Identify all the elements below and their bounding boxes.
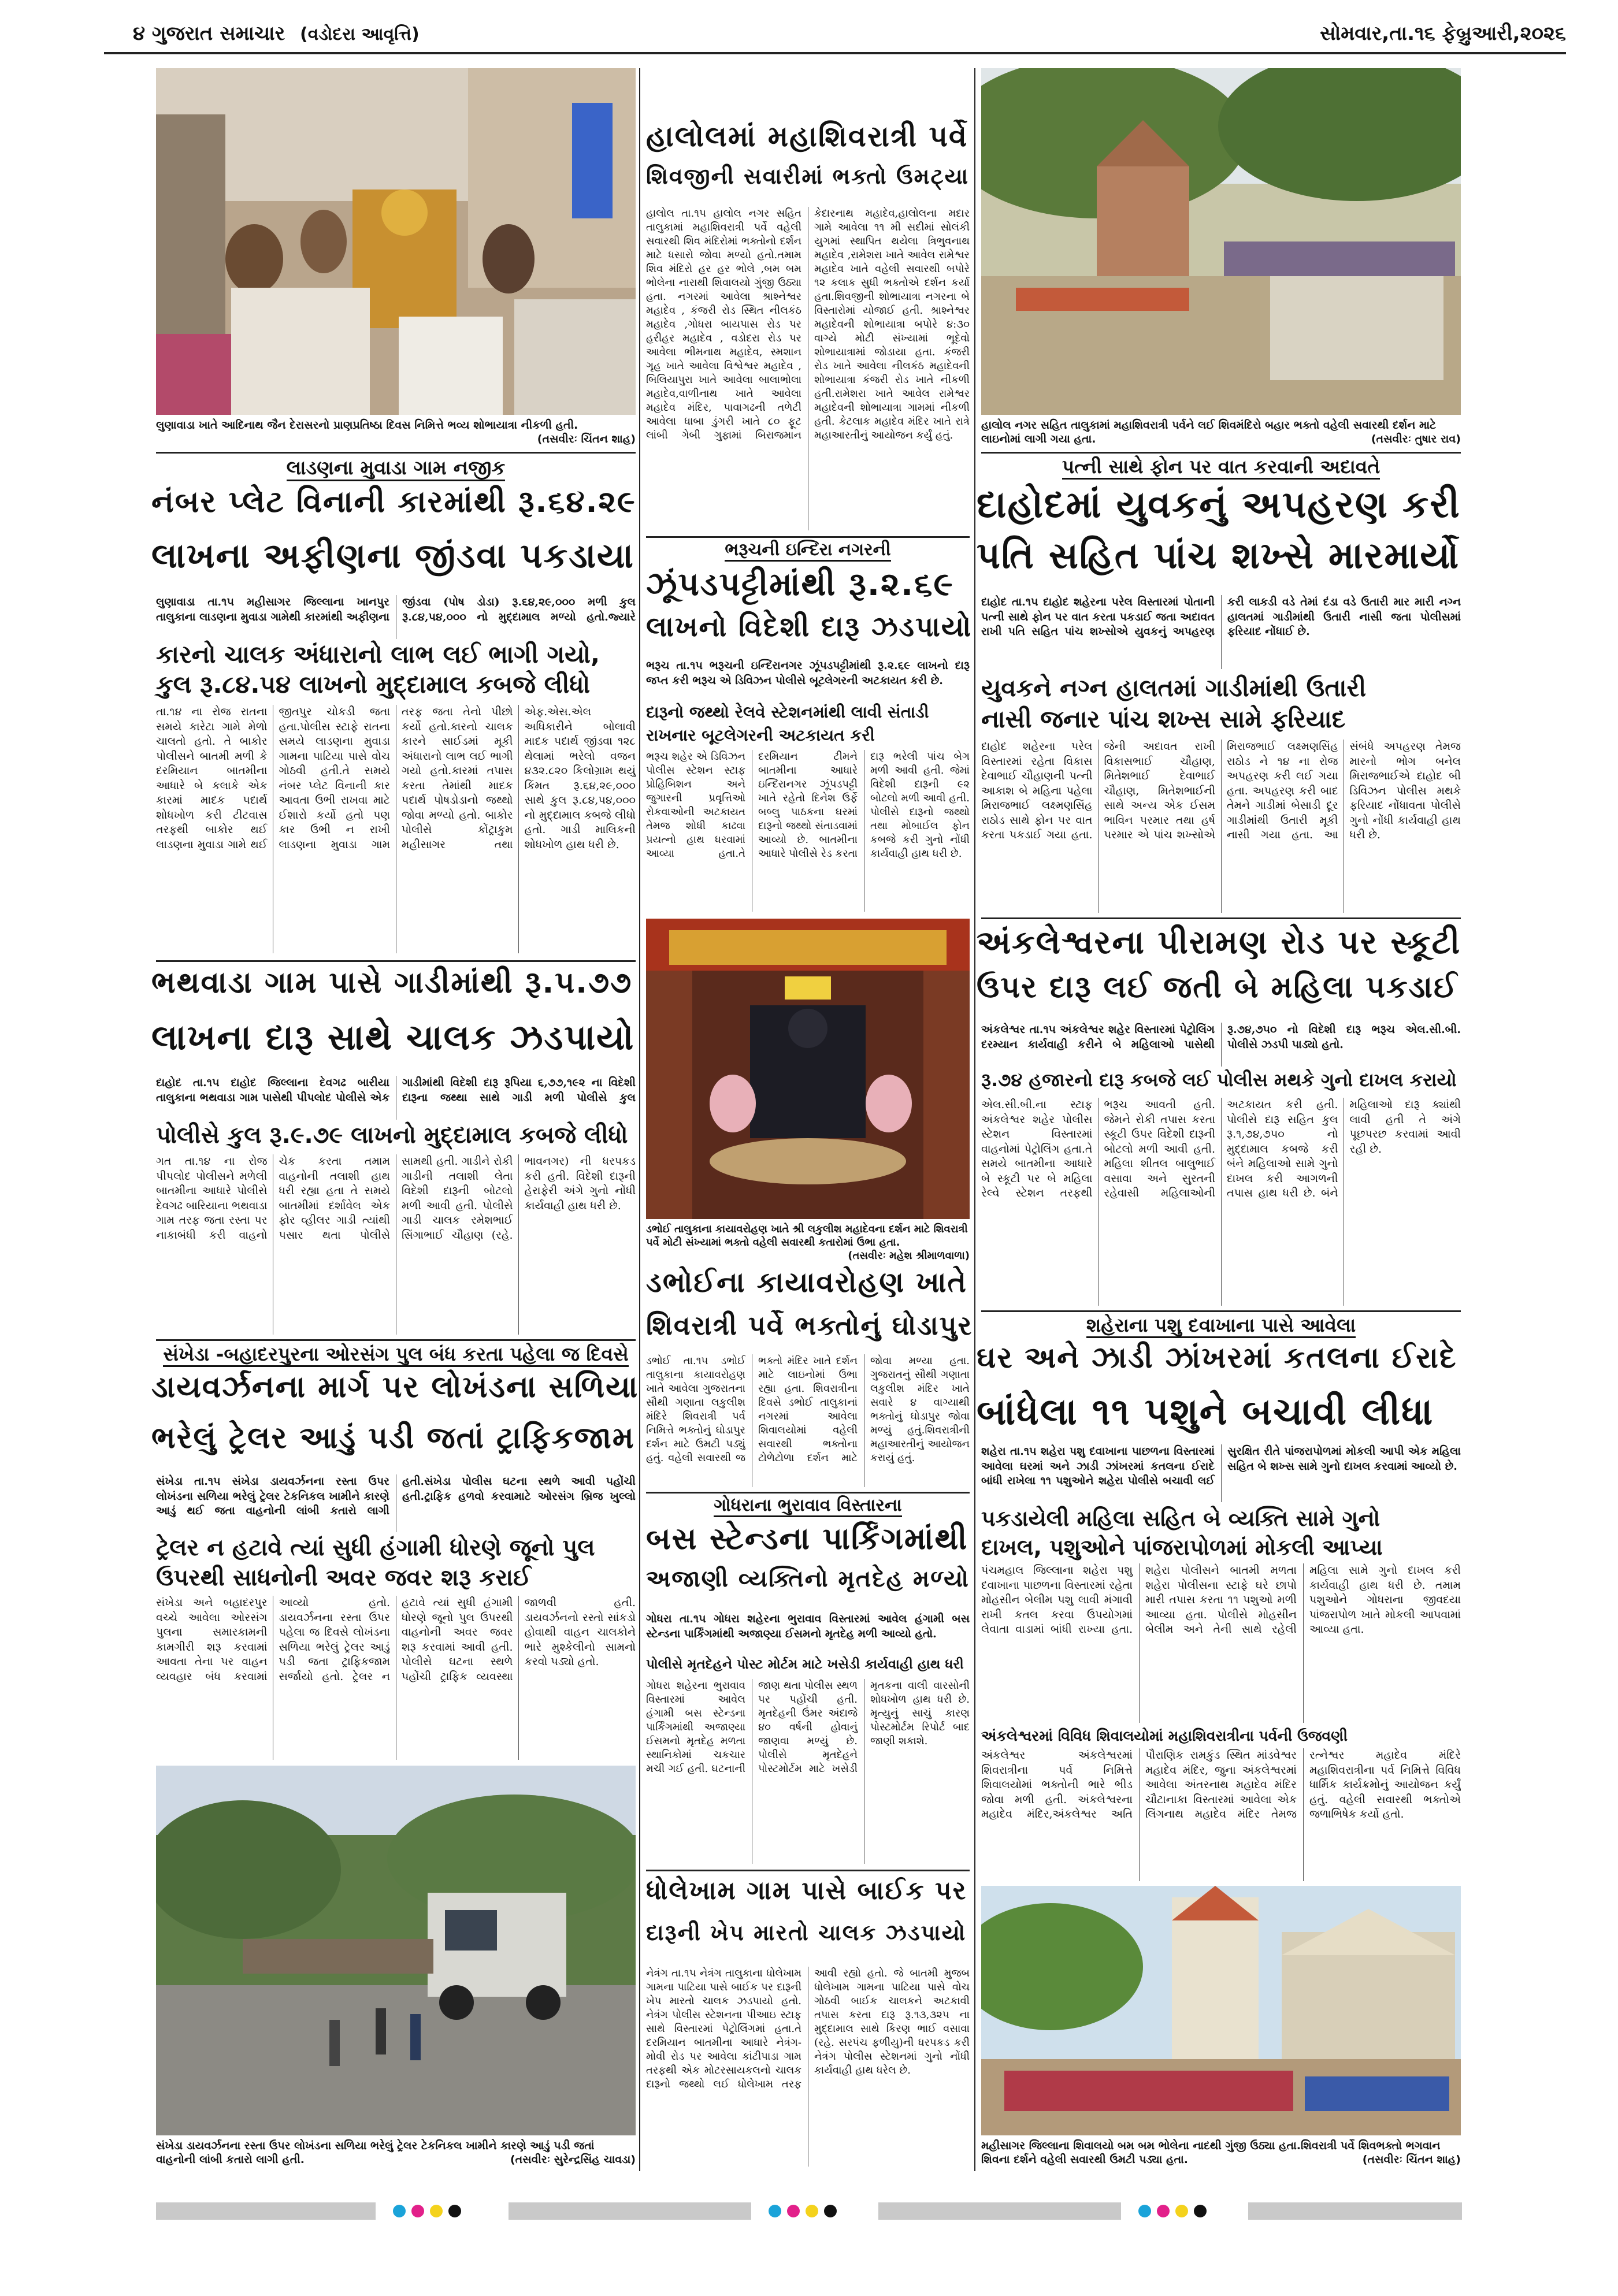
registration-marks-2 [769,2205,837,2217]
divider [646,1870,970,1871]
bhathwada-headline-2: લાખના દારૂ સાથે ચાલક ઝડપાયો [151,1017,635,1058]
photo-credit: (તસવીરઃ તુષાર રાવ) [1371,433,1461,445]
masthead-title: ૪ ગુજરાત સમાચાર [133,22,285,45]
lunawada-procession-photo [156,68,636,415]
photo-credit: (તસવીરઃ મહેશ શ્રીમાળવાળા) [848,1250,970,1262]
bharuch-headline-2: લાખનો વિદેશી દારૂ ઝડપાયો [646,611,973,643]
shiva-linga-image [646,919,970,1219]
ladana-subhead-2: કુલ રૂ.૮૪.૫૪ લાખનો મુદ્દામાલ કબજે લીધો [156,670,591,699]
shahera-lead: શહેરા તા.૧૫ શહેરા પશુ દવાખાના પાછળના વિસ્તારમાં આવેલા ઘરમાં અને ઝાડી ઝાંખરમાં કતલના ઈરાદે બાંધી રાખેલા ૧૧ પશુઓને શહેરા પોલીસે બચાવી લઈ સુરક્ષિત રીતે પાંજરાપોળમાં મોકલી આપી એક મહિલા સહિત બે શખ્સ સામે ગુનો દાખલ કરવામાં આવ્યો છે. [981,1445,1461,1487]
sankheda-subhead-1: ટ્રેલર ન હટાવે ત્યાં સુધી હંગામી ધોરણે જૂનો પુલ [156,1535,595,1561]
bharuch-subhead-1: દારૂનો જથ્થો રેલવે સ્ટેશનમાંથી લાવી સંતાડી [646,703,929,722]
masthead [133,22,420,45]
yellow-mark [806,2205,818,2217]
dahod-subhead-1: યુવકને નગ્ન હાલતમાં ગાડીમાંથી ઉતારી [981,674,1367,702]
shahera-headline-2: બાંધેલા ૧૧ પશુને બચાવી લીધા [977,1391,1434,1433]
ankleshwar-shiv-body: અંકલેશ્વર અંકલેશ્વરમાં શિવરાત્રીના પર્વ નિમિત્તે શિવાલયોમાં ભક્તોની ભારે ભીડ જોવા મળી હતી. અંકલેશ્વરના મહાદેવ મંદિર,અંકલેશ્વર અતિ પૌરાણિક રામકુંડ સ્થિત માંડવેશ્વર મહાદેવ મંદિર, જુના અંકલેશ્વરમાં આવેલા અંતરનાથ મહાદેવ મંદિર ચૌટાનાકા વિસ્તારમાં આવેલા એક લિંગનાથ મહાદેવ મંદિર તેમજ રત્નેશ્વર મહાદેવ મંદિરે મહાશિવરાત્રીના પર્વ નિમિત્તે વિવિધ ધાર્મિક કાર્યક્રમોનું આયોજન કર્યું હતું. વહેલી સવારથી ભક્તોએ જળાભિષેક કર્યો હતો. [981,1749,1461,1821]
dabhoi-headline-1: ડભોઈના કાયાવરોહણ ખાતે [646,1266,967,1299]
divider [646,536,970,538]
footer-band-mid-right [878,2202,1121,2220]
ladana-subhead-1: કારનો ચાલક અંધારાનો લાભ લઈ ભાગી ગયો, [156,640,600,668]
sankheda-kicker [156,1343,636,1366]
footer-band-mid-left [509,2202,751,2220]
bharuch-headline-1: ઝૂંપડપટ્ટીમાંથી રૂ.૨.૬૯ [646,566,954,603]
bhathwada-body: ગત તા.૧૪ ના રોજ પીપલોદ પોલીસને મળેલી બાતમીના આધારે પોલીસે દેવગઢ બારિયાના ભથવાડા ગામ તરફ જતા રસ્તા પર નાકાબંધી કરી વાહનો ચેક કરતા તમામ વાહનોની તલાશી હાથ ધરી રહ્યા હતા તે સમયે બાતમીમાં દર્શાવેલ એક ફોર વ્હીલર ગાડી ત્યાંથી પસાર થતા પોલીસે સામથી હતી. ગાડીને રોકી ગાડીની તલાશી લેતા વિદેશી દારૂની બોટલો મળી આવી હતી. પોલીસે ગાડી ચાલક રમેશભાઈ સિંગાભાઈ ચૌહાણ (રહે. ભાવનગર) ની ધરપકડ કરી હતી. વિદેશી દારૂની હેરાફેરી અંગે ગુનો નોંધી કાર્યવાહી હાથ ધરી છે. [156,1155,636,1242]
column-rule [639,68,640,2171]
dahod-headline-1: દાહોદમાં યુવકનું અપહરણ કરી [977,484,1461,526]
godhra-kicker [646,1495,970,1515]
ankleshwar-body: એલ.સી.બી.ના સ્ટાફ અંકલેશ્વર શહેર પોલીસ સ્ટેશન વિસ્તારમાં વાહનોમાં પેટ્રોલિંગ હતા.તે સમયે બાતમીના આધારે બે સ્કૂટી પર બે મહિલા રેલ્વે સ્ટેશન તરફથી ભરૂચ આવતી હતી. જેમને રોકી તપાસ કરતા સ્કૂટી ઉપર વિદેશી દારૂની બોટલો મળી આવી હતી. મહિલા શીતલ બાલુભાઈ વસાવા અને સુરતની રહેવાસી મહિલાઓની અટકાયત કરી હતી. પોલીસે દારૂ સહિત કુલ રૂ.૧,૭૪,૭૫૦ નો મુદ્દામાલ કબજે કરી બંને મહિલાઓ સામે ગુનો દાખલ કરી આગળની તપાસ હાથ ધરી છે. બંને મહિલાઓ દારૂ ક્યાંથી લાવી હતી તે અંગે પૂછપરછ કરવામાં આવી રહી છે. [981,1098,1461,1199]
godhra-headline-2: અજાણી વ્યક્તિનો મૃતદેહ મળ્યો [646,1566,970,1592]
caption-text: ડભોઈ તાલુકાના કાયાવરોહણ ખાતે શ્રી લકુલીશ મહાદેવના દર્શન માટે શિવરાત્રી પર્વે મોટી સંખ્યામાં ભક્તો વહેલી સવારથી કતારોમાં ઉભા હતા. [646,1223,968,1249]
bhathwada-lead: દાહોદ તા.૧૫ દાહોદ જિલ્લાના દેવગઢ બારીયા તાલુકાના ભથવાડા ગામ પાસેથી પીપલોદ પોલીસે એક ગાડીમાંથી વિદેશી દારૂ રૂપિયા ૬,૭૭,૧૯૨ ના વિદેશી દારૂના જથ્થા સાથે ગાડી મળી પોલીસે કુલ [156,1076,636,1104]
issue-date: સોમવાર,તા.૧૬ ફેબ્રુઆરી,૨૦૨૬ [1320,22,1566,45]
sankheda-lead: સંખેડા તા.૧૫ સંખેડા ડાયવર્ઝનના રસ્તા ઉપર લોખંડના સળિયા ભરેલું ટ્રેલર ટેકનિકલ ખામીને કારણે આડું થઈ જતા વાહનોની લાંબી કતારો લાગી હતી.સંખેડા પોલીસ ઘટના સ્થળે આવી પહોંચી હતી.ટ્રાફિક હળવો કરવામાટે ઓરસંગ બ્રિજ ખુલ્લો [156,1475,636,1517]
shahera-subhead-2: દાખલ, પશુઓને પાંજરાપોળમાં મોકલી આપ્યા [981,1535,1383,1560]
ankleshwar-headline-1: અંકલેશ્વરના પીરામણ રોડ પર સ્કૂટી [977,924,1461,961]
yellow-mark [1175,2205,1188,2217]
dholekham-headline-2: દારૂની ખેપ મારતો ચાલક ઝડપાયો [646,1920,967,1945]
ladana-headline-2: લાખના અફીણના જીંડવા પકડાયા [151,536,634,575]
header-rule [104,52,1566,54]
caption-text: મહીસાગર જિલ્લાના શિવાલયો બમ બમ ભોલેના નાદથી ગુંજી ઉઠ્યા હતા.શિવરાત્રી પર્વે શિવભક્તો ભગવાન શિવના દર્શને વહેલી સવારથી ઉમટી પડ્યા હતા. [981,2139,1441,2166]
edition-label: (વડોદરા આવૃત્તિ) [300,24,420,44]
magenta-mark [787,2205,800,2217]
divider [981,917,1461,919]
caption-text: સંખેડા ડાયવર્ઝનના રસ્તા ઉપર લોખંડના સળિયા ભરેલું ટ્રેલર ટેકનિકલ ખામીને કારણે આડું પડી જતાં વાહનોની લાંબી કતારો લાગી હતી. [156,2139,595,2166]
divider [156,960,636,962]
ladana-headline-1: નંબર પ્લેટ વિનાની કારમાંથી રૂ.૬૪.૨૯ [151,485,636,519]
ladana-body: તા.૧૪ ના રોજ રાતના સમયે કારેટા ગામે મેળો ચાલતો હતો. તે બાકોર પોલીસને બાતમી મળી કે દરમિયાન બાતમીના આધારે બે કલાકે એક કારમાં માદક પદાર્થ શોધખોળ કરી ટીટવાસ તરફથી બાકોર થઈ લાડણના મુવાડા ગામે થઈ જીતપુર ચોકડી જતા હતા.પોલીસ સ્ટાફે રાતના સમયે લાડણના મુવાડા ગામના પાટિયા પાસે વોચ ગોઠવી હતી.તે સમયે નંબર પ્લેટ વિનાની કાર આવતા ઉભી રાખવા માટે ઈશારો કર્યો હતો પણ કાર ઉભી ન રાખી લાડણના મુવાડા ગામ તરફ જતા તેનો પીછો કર્યો હતો.કારનો ચાલક કારને સાઈડમાં મૂકી અંધારાનો લાભ લઈ ભાગી ગયો હતો.કારમાં તપાસ કરતા તેમાંથી માદક પદાર્થ પોષડોડાનો જથ્થો જોવા મળ્યો હતો. બાકોર પોલીસે કોંટ્રાકુમ મહીસાગર તથા એફ.એસ.એલ અધિકારીને બોલાવી માદક પદાર્થ જીંડવા ૧૨૮ થેલામાં ભરેલો વજન ૪૩૨.૮૨૦ કિલોગ્રામ થયું કિંમત રૂ.૬૪,૨૯,૦૦૦ સાથે કુલ રૂ.૮૪,૫૪,૦૦૦ નો મુદ્દામાલ કબજે લીધો હતો. ગાડી માલિકની શોધખોળ હાથ ધરી છે. [156,705,636,851]
black-mark [448,2205,461,2217]
ankleshwar-lead: અંકલેશ્વર તા.૧૫ અંકલેશ્વર શહેર વિસ્તારમાં પેટ્રોલિંગ દરમ્યાન કાર્યવાહી કરીને બે મહિલાઓ પાસેથી રૂ.૭૪,૭૫૦ નો વિદેશી દારૂ ભરૂચ એલ.સી.બી. પોલીસે ઝડપી પાડ્યો હતો. [981,1023,1461,1051]
dahod-lead: દાહોદ તા.૧૫ દાહોદ શહેરના પરેલ વિસ્તારમાં પોતાની પત્ની સાથે ફોન પર વાત કરતા પકડાઈ જતા અદાવત રાખી પતિ સહિત પાંચ શખ્સોએ યુવકનું અપહરણ કરી લાકડી વડે તેમાં દંડા વડે ઉતારી માર મારી નગ્ન હાલતમાં ગાડીમાંથી ઉતારી નાસી જતા પોલીસમાં ફરિયાદ નોંધાઈ છે. [981,596,1461,638]
divider [156,452,636,454]
ladana-kicker [156,456,636,480]
dabhoi-body: ડભોઈ તા.૧૫ ડભોઈ તાલુકાના કાયાવરોહણ ખાતે આવેલા ગુજરાતના સૌથી ગણાતા લકુલીશ મંદિરે શિવરાત્રી પર્વ નિમિત્તે ભક્તોનું ઘોડાપુર દર્શન માટે ઉમટી પડ્યું હતું. વહેલી સવારથી જ ભક્તો મંદિર ખાતે દર્શન માટે લાઇનોમાં ઉભા રહ્યા હતા. શિવરાત્રીના દિવસે ડભોઈ તાલુકાનાં નગરમાં આવેલા શિવાલયોમાં વહેલી સવારથી ભક્તોના ટોળેટોળા દર્શન માટે જોવા મળ્યા હતા. ગુજરાતનું સૌથી ગણાતા લકુલીશ મંદિર ખાતે સવારે ૪ વાગ્યાથી ભક્તોનું ઘોડાપુર જોવા મળ્યું હતું.શિવરાત્રીની મહાઆરતીનું આયોજન કરાયું હતું. [646,1355,970,1464]
kicker-text: ગોધરાના ભુરાવાવ વિસ્તારના [714,1495,901,1517]
halol-queue-photo [981,68,1461,415]
halol-headline-1: હાલોલમાં મહાશિવરાત્રી પર્વે [646,120,968,153]
godhra-subhead: પોલીસે મૃતદેહને પોસ્ટ મોર્ટમ માટે ખસેડી કાર્યવાહી હાથ ધરી [646,1657,964,1672]
halol-headline-2: શિવજીની સવારીમાં ભક્તો ઉમટ્યા [646,164,970,189]
halol-body: હાલોલ તા.૧૫ હાલોલ નગર સહિત તાલુકામાં મહાશિવરાત્રી પર્વે વહેલી સવારથી શિવ મંદિરોમાં ભક્તોનો દર્શન માટે ધસારો જોવા મળ્યો હતો.તમામ શિવ મંદિરો હર હર ભોલે ,બમ બમ ભોલેના નારાથી શિવાલયો ગુંજી ઉઠ્યા હતા. નગરમાં આવેલા શ્રાશ્નેશ્વર મહાદેવ , કંજરી રોડ સ્થિત નીલકંઠ મહાદેવ ,ગોધરા બાયપાસ રોડ પર હરીહર મહાદેવ , વડોદરા રોડ પર આવેલા ભીમનાથ મહાદેવ, સ્મશાન ગૃહ ખાતે આવેલા વિશ્વેશ્વર મહાદેવ , બિલિયાપુરા ખાતે આવેલા બાલાભોલા મહાદેવ,વાળીનાથ ખાતે આવેલા મહાદેવ મંદિર, પાવાગઢની તળેટી આવેલા ધાબા ડુંગરી ખાતે ૮૦ ફૂટ લાંબી ગેબી ગુફામાં બિરાજમાન કેદારનાથ મહાદેવ,હાલોલના મદાર ગામે આવેલા ૧૧ મી સદીમાં સોલંકી યુગમાં સ્થાપિત થયેલા ત્રિભુવનાથ મહાદેવ ,રામેશરા ખાતે આવેલ રામેશ્વર મહાદેવ ખાતે વહેલી સવારથી બપોરે ૧૨ કલાક સુધી ભક્તોએ દર્શન કર્યા હતા.શિવજીની શોભાયાત્રા નગરના બે વિસ્તારોમાં યોજાઈ હતી. શ્રાશ્નેશ્વર મહાદેવની શોભાયાત્રા બપોરે ૪:૩૦ વાગ્યે મોટી સંખ્યામાં ભૂદેવો શોભાયાત્રામાં જોડાયા હતા. કંજરી રોડ ખાતે આવેલા નીલકંઠ મહાદેવની શોભાયાત્રા કંજરી રોડ ખાતે નીકળી હતી.રામેશરા ખાતે આવેલ રામેશ્વર મહાદેવની શોભાયાત્રા ગામમાં નીકળી હતી. કેટલાક મહાદેવ મંદિર ખાતે રાત્રે મહાઆરતીનું આયોજન કર્યું હતું. [646,207,970,441]
ladana-lead: લુણાવાડા તા.૧૫ મહીસાગર જિલ્લાના ખાનપુર તાલુકાના લાડણના મુવાડા ગામેથી કારમાંથી અફીણના જીંડવા (પોષ ડોડા) રૂ.૬૪,૨૯,૦૦૦ મળી કુલ રૂ.૮૪,૫૪,૦૦૦ નો મુદ્દામાલ મળ્યો હતો.જ્યારે [156,596,636,623]
halol-photo-caption [981,418,1461,446]
cyan-mark [393,2205,406,2217]
bhathwada-headline-1: ભથવાડા ગામ પાસે ગાડીમાંથી રૂ.૫.૭૭ [151,965,633,1000]
kicker-text: શહેરાના પશુ દવાખાના પાસે આવેલા [1086,1314,1356,1338]
sankheda-photo-caption [156,2139,636,2167]
bharuch-subhead-2: રાખનાર બૂટલેગરની અટકાયત કરી [646,726,875,745]
bhathwada-subhead: પોલીસે કુલ રૂ.૯.૭૯ લાખનો મુદ્દામાલ કબજે લીધો [156,1122,628,1149]
shahera-headline-1: ઘર અને ઝાડી ઝાંખરમાં કતલના ઈરાદે [977,1341,1457,1375]
divider [646,1492,970,1493]
shahera-subhead-1: પકડાયેલી મહિલા સહિત બે વ્યક્તિ સામે ગુનો [981,1506,1381,1531]
ankleshwar-subhead: રૂ.૭૪ હજારનો દારૂ કબજે લઈ પોલીસ મથકે ગુનો દાખલ કરાયો [981,1069,1457,1091]
dahod-headline-2: પતિ સહિત પાંચ શખ્સે મારમાર્યો [977,534,1460,577]
footer-band-right [1248,2202,1462,2220]
dholekham-body: નેત્રંગ તા.૧૫ નેત્રંગ તાલુકાના ધોલેખામ ગામના પાટિયા પાસે બાઈક પર દારૂની ખેપ મારતો ચાલક ઝડપાયો હતો. નેત્રંગ પોલીસ સ્ટેશનના પીઆઇ સ્ટાફ સાથે વિસ્તારમાં પેટ્રોલિંગમાં હતા.તે દરમિયાન બાતમીના આધારે નેત્રંગ-મોવી રોડ પર આવેલા કાંટીપાડા ગામ તરફથી એક મોટરસાયકલનો ચાલક દારૂનો જથ્થો લઈ ધોલેખામ તરફ આવી રહ્યો હતો. જે બાતમી મુજબ ધોલેખામ ગામના પાટિયા પાસે વોચ ગોઠવી બાઈક ચાલકને અટકાવી તપાસ કરતા દારૂ રૂ.૧૩,૩૨૫ ના મુદ્દામાલ સાથે કિરણ ભાઈ વસાવા (રહે. સરપંચ ફળીયુ)ની ધરપકડ કરી નેત્રંગ પોલીસ સ્ટેશનમાં ગુનો નોંધી કાર્યવાહી હાથ ધરેલ છે. [646,1967,970,2090]
procession-image [156,68,636,415]
footer-band-left [156,2202,376,2220]
godhra-body: ગોધરા શહેરના ભુરાવાવ વિસ્તારમાં આવેલ હંગામી બસ સ્ટેન્ડના પાર્કિંગમાંથી અજાણ્યા ઈસમનો મૃતદેહ મળતા સ્થાનિકોમાં ચકચાર મચી ગઈ હતી. ઘટનાની જાણ થતા પોલીસ સ્થળ પર પહોંચી હતી. મૃતદેહની ઉંમર અંદાજે ૪૦ વર્ષની હોવાનું જાણવા મળ્યું છે. પોલીસે મૃતદેહને પોસ્ટમોર્ટમ માટે ખસેડી મૃતકના વાલી વારસોની શોધખોળ હાથ ધરી છે. મૃત્યુનું સાચું કારણ પોસ્ટમોર્ટમ રિપોર્ટ બાદ જાણી શકાશે. [646,1680,970,1775]
dabhoi-photo-caption [646,1223,970,1262]
kicker-text: પત્ની સાથે ફોન પર વાત કરવાની અદાવતે [1062,455,1381,480]
dabhoi-headline-2: શિવરાત્રી પર્વે ભક્તોનું ઘોડાપુર [646,1310,973,1341]
page-header [133,22,1566,51]
sankheda-body: સંખેડા અને બહાદરપુર વચ્ચે આવેલા ઓરસંગ પુલના સમારકામની કામગીરી શરૂ કરવામાં આવતા તેના પર વાહન વ્યવહાર બંધ કરવામાં આવ્યો હતો. ડાયવર્ઝનના રસ્તા ઉપર પહેલા જ દિવસે લોખંડના સળિયા ભરેલું ટ્રેલર આડું પડી જતા ટ્રાફિકજામ સર્જાયો હતો. ટ્રેલર ન હટાવે ત્યાં સુધી હંગામી ધોરણે જૂનો પુલ ઉપરથી વાહનોની અવર જવર શરૂ કરવામાં આવી હતી. પોલીસે ઘટના સ્થળે પહોંચી ટ્રાફિક વ્યવસ્થા જાળવી હતી. ડાયવર્ઝનનો રસ્તો સાંકડો હોવાથી વાહન ચાલકોને ભારે મુશ્કેલીનો સામનો કરવો પડ્યો હતો. [156,1596,636,1683]
dahod-body: દાહોદ શહેરના પરેલ વિસ્તારમાં રહેતા વિકાસ દેવાભાઈ ચૌહાણની પત્ની આકાશ બે મહિના પહેલા મિરાજભાઈ લક્ષ્મણસિંહ રાઠોડ સાથે ફોન પર વાત કરતા પકડાઈ ગયા હતા. જેની અદાવત રાખી વિકાસભાઈ ચૌહાણ, મિતેશભાઈ દેવાભાઈ ચૌહાણ, મિતેશભાઈની સાથે અન્ય એક ઈસમ ભાવિન પરમાર તથા હર્ષ પરમાર એ પાંચ શખ્સોએ મિરાજભાઈ લક્ષ્મણસિંહ રાઠોડ ને ૧૪ ના રોજ અપહરણ કરી લઈ ગયા હતા. અપહરણ કરી બાદ તેમને ગાડીમાં બેસાડી દૂર ગાડીમાંથી ઉતારી મૂકી નાસી ગયા હતા. આ સંબંધે અપહરણ તેમજ મારનો ભોગ બનેલ મિરાજભાઈએ દાહોદ બી ડિવિઝન પોલીસ મથકે ફરિયાદ નોંધાવતા પોલીસે ગુનો નોંધી કાર્યવાહી હાથ ધરી છે. [981,740,1461,841]
photo-credit: (તસવીરઃ ચિંતન શાહ) [1362,2153,1461,2166]
caption-text: હાલોલ નગર સહિત તાલુકામાં મહાશિવરાત્રી પર્વને લઈ શિવમંદિરો બહાર ભક્તો વહેલી સવારથી દર્શન માટે લાઇનોમાં લાગી ગયા હતા. [981,419,1437,445]
sankheda-trailer-photo [156,1766,636,2135]
mahisagar-photo-caption [981,2139,1461,2167]
black-mark [824,2205,837,2217]
kicker-text: સંખેડા -બહાદરપુરના ઓરસંગ પુલ બંધ કરતા પહેલા જ દિવસે [163,1343,629,1367]
dahod-kicker [981,455,1461,478]
trailer-image [156,1766,636,2135]
godhra-lead: ગોધરા તા.૧૫ ગોધરા શહેરના ભુરાવાવ વિસ્તારમાં આવેલ હંગામી બસ સ્ટેન્ડના પાર્કિંગમાંથી અજાણ્યા ઈસમનો મૃતદેહ મળી આવ્યો હતો. [646,1613,970,1640]
bharuch-body: ભરૂચ શહેર એ ડિવિઝન પોલીસ સ્ટેશન સ્ટાફ પ્રોહિબિશન અને જુગારની પ્રવૃત્તિઓ રોકવાઓની અટકાયત તેમજ શોધી કાઢવા પ્રયત્નો હાથ ધરવામાં આવ્યા હતા.તે દરમિયાન ટીમને બાતમીના આધારે ઇન્દિરાનગર ઝૂંપડપટ્ટી ખાતે રહેતો દિનેશ ઉર્ફે બબ્લુ પાઠકના ઘરમાં દારૂનો જથ્થો સંતાડવામાં આવ્યો છે. બાતમીના આધારે પોલીસે રેડ કરતા દારૂ ભરેલી પાંચ બેગ મળી આવી હતી. જેમાં વિદેશી દારૂની ૯૨ બોટલો મળી આવી હતી. પોલીસે દારૂનો જથ્થો તથા મોબાઈલ ફોન કબજે કરી ગુનો નોંધી કાર્યવાહી હાથ ધરી છે. [646,751,970,860]
sankheda-headline-1: ડાયવર્ઝનના માર્ગ પર લોખંડના સળિયા [151,1370,639,1405]
kicker-text: ભરૂચની ઇન્દિરા નગરની [725,540,890,562]
shahera-kicker [981,1314,1461,1337]
mahisagar-temple-photo [981,1886,1461,2135]
photo-credit: (તસવીરઃ સુરેન્દ્રસિંહ ચાવડા) [510,2153,636,2166]
registration-marks-3 [1138,2205,1207,2217]
magenta-mark [411,2205,424,2217]
godhra-headline-1: બસ સ્ટેન્ડના પાર્કિંગમાંથી [646,1521,968,1556]
caption-text: લુણાવાડા ખાતે આદિનાથ જૈન દેરાસરનો પ્રાણપ્રતિષ્ઠા દિવસ નિમિત્તે ભવ્ય શોભાયાત્રા નીકળી હતી. [156,419,578,432]
sankheda-headline-2: ભરેલું ટ્રેલર આડું પડી જતાં ટ્રાફિકજામ [151,1421,635,1455]
dabhoi-temple-photo [646,919,970,1219]
divider [981,452,1461,454]
cyan-mark [769,2205,781,2217]
bharuch-kicker [646,540,970,560]
bharuch-lead: ભરૂચ તા.૧૫ ભરૂચની ઇન્દિરાનગર ઝૂંપડપટ્ટીમાંથી રૂ.૨.૬૯ લાખનો દારૂ જપ્ત કરી ભરૂચ એ ડિવિઝન પોલીસે બૂટલેગરની અટકાયત કરી છે. [646,659,970,687]
dholekham-headline-1: ધોલેખામ ગામ પાસે બાઈક પર [646,1876,967,1905]
divider [156,1339,636,1341]
ankleshwar-shiv-lead: અંકલેશ્વરમાં વિવિધ શિવાલયોમાં મહાશિવરાત્રીના પર્વની ઉજવણી [981,1727,1348,1744]
black-mark [1194,2205,1207,2217]
registration-marks-1 [393,2205,461,2217]
temple-queue-image [981,68,1461,415]
cyan-mark [1138,2205,1151,2217]
column-rule [974,68,975,2171]
dahod-subhead-2: નાસી જનાર પાંચ શખ્સ સામે ફરિયાદ [981,705,1346,733]
magenta-mark [1157,2205,1170,2217]
divider [981,1310,1461,1312]
yellow-mark [430,2205,443,2217]
kicker-text: લાડણના મુવાડા ગામ નજીક [287,456,506,481]
shahera-body: પંચમહાલ જિલ્લાના શહેરા પશુ દવાખાના પાછળના વિસ્તારમાં રહેતા મોહસીન બેલીમ પશુ લાવી મંગાવી રાખી કતલ કરવા ઉપયોગમાં લેવાતા વાડામાં બાંધી રાખ્યા હતા. શહેરા પોલીસને બાતમી મળતા શહેરા પોલીસના સ્ટાફે ઘરે છાપો મારી તપાસ કરતા ૧૧ પશુઓ મળી આવ્યા હતા. પોલીસે મોહસીન બેલીમ અને તેની સાથે રહેલી મહિલા સામે ગુનો દાખલ કરી કાર્યવાહી હાથ ધરી છે. તમામ પશુઓને ગોધરાના જીવદયા પાંજરાપોળ ખાતે મોકલી આપવામાં આવ્યા હતા. [981,1564,1461,1636]
ankleshwar-headline-2: ઉપર દારૂ લઈ જતી બે મહિલા પકડાઈ [977,970,1459,1005]
sankheda-subhead-2: ઉપરથી સાધનોની અવર જવર શરૂ કરાઈ [156,1565,531,1591]
lunawada-photo-caption [156,418,636,446]
temple-crowd-image [981,1886,1461,2135]
photo-credit: (તસવીરઃ ચિંતન શાહ) [537,433,636,445]
